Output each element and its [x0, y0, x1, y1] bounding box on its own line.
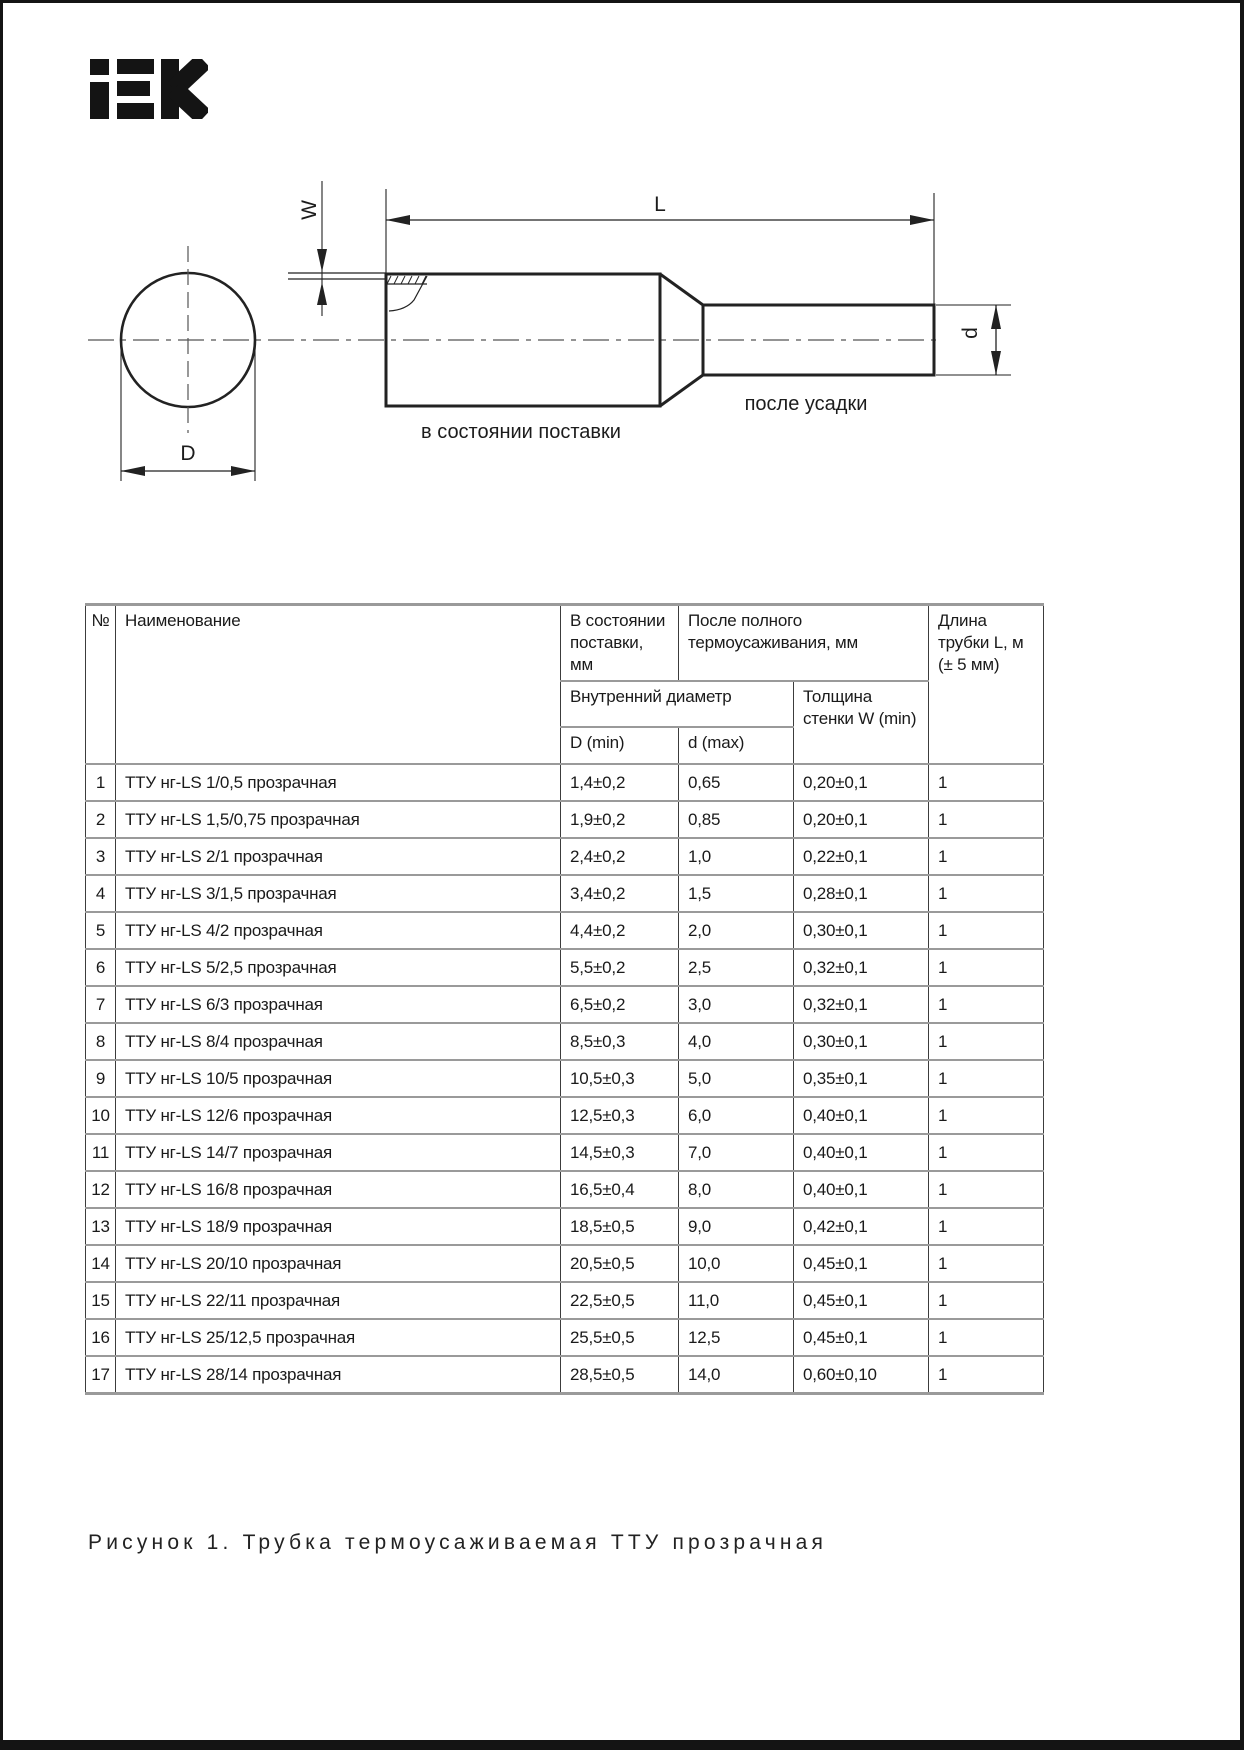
cell-num: 1 — [86, 764, 116, 801]
cell-length: 1 — [929, 1245, 1044, 1282]
cell-dmax: 2,0 — [679, 912, 794, 949]
header-num: № — [86, 605, 116, 765]
label-dim-W: W — [298, 200, 321, 220]
figure-caption: Рисунок 1. Трубка термоусаживаемая ТТУ прозрачная — [88, 1531, 828, 1554]
cell-name: ТТУ нг-LS 25/12,5 прозрачная — [116, 1319, 561, 1356]
cell-length: 1 — [929, 1097, 1044, 1134]
cell-name: ТТУ нг-LS 2/1 прозрачная — [116, 838, 561, 875]
cell-dmax: 0,85 — [679, 801, 794, 838]
cell-wall: 0,35±0,1 — [794, 1060, 929, 1097]
cell-length: 1 — [929, 1023, 1044, 1060]
cell-dmax: 3,0 — [679, 986, 794, 1023]
dimension-L — [386, 215, 934, 225]
cell-num: 4 — [86, 875, 116, 912]
cell-length: 1 — [929, 1356, 1044, 1394]
cell-wall: 0,30±0,1 — [794, 1023, 929, 1060]
label-after-shrink: после усадки — [744, 393, 868, 415]
label-supplied-state: в состоянии поставки — [421, 421, 621, 443]
cell-dmin: 10,5±0,3 — [561, 1060, 679, 1097]
cell-dmax: 6,0 — [679, 1097, 794, 1134]
cell-num: 15 — [86, 1282, 116, 1319]
cell-num: 2 — [86, 801, 116, 838]
cell-num: 13 — [86, 1208, 116, 1245]
cell-dmin: 8,5±0,3 — [561, 1023, 679, 1060]
table-row — [86, 1245, 1044, 1282]
table-row — [86, 1282, 1044, 1319]
table-row — [86, 912, 1044, 949]
cell-wall: 0,45±0,1 — [794, 1245, 929, 1282]
iek-logo — [90, 59, 208, 119]
cell-name: ТТУ нг-LS 8/4 прозрачная — [116, 1023, 561, 1060]
cell-name: ТТУ нг-LS 12/6 прозрачная — [116, 1097, 561, 1134]
iek-logo-letters — [90, 59, 204, 119]
cell-wall: 0,42±0,1 — [794, 1208, 929, 1245]
table-row — [86, 1134, 1044, 1171]
cell-num: 14 — [86, 1245, 116, 1282]
cell-dmin: 22,5±0,5 — [561, 1282, 679, 1319]
cell-length: 1 — [929, 801, 1044, 838]
spec-table — [85, 603, 1044, 1395]
dimension-D — [121, 466, 255, 476]
cell-num: 3 — [86, 838, 116, 875]
table-row — [86, 764, 1044, 801]
cell-dmin: 18,5±0,5 — [561, 1208, 679, 1245]
label-dim-D: D — [180, 442, 196, 465]
cell-num: 8 — [86, 1023, 116, 1060]
cell-dmax: 0,65 — [679, 764, 794, 801]
cell-wall: 0,32±0,1 — [794, 986, 929, 1023]
cell-name: ТТУ нг-LS 4/2 прозрачная — [116, 912, 561, 949]
cell-length: 1 — [929, 875, 1044, 912]
cell-wall: 0,20±0,1 — [794, 764, 929, 801]
cell-length: 1 — [929, 949, 1044, 986]
header-dmax: d (max) — [679, 727, 794, 764]
cell-length: 1 — [929, 764, 1044, 801]
cell-dmin: 25,5±0,5 — [561, 1319, 679, 1356]
header-after-shrink: После полного термоусаживания, мм — [679, 605, 929, 682]
cell-dmax: 1,5 — [679, 875, 794, 912]
cell-dmin: 14,5±0,3 — [561, 1134, 679, 1171]
cell-name: ТТУ нг-LS 1,5/0,75 прозрачная — [116, 801, 561, 838]
cell-name: ТТУ нг-LS 22/11 прозрачная — [116, 1282, 561, 1319]
table-body — [86, 764, 1044, 1394]
cell-dmax: 7,0 — [679, 1134, 794, 1171]
cell-dmax: 1,0 — [679, 838, 794, 875]
label-dim-d: d — [959, 327, 982, 339]
cell-wall: 0,45±0,1 — [794, 1282, 929, 1319]
dimension-d — [991, 305, 1001, 375]
cell-wall: 0,30±0,1 — [794, 912, 929, 949]
table-row — [86, 838, 1044, 875]
table-row — [86, 1171, 1044, 1208]
cell-length: 1 — [929, 1134, 1044, 1171]
spec-table-header — [86, 605, 1044, 765]
cell-dmax: 14,0 — [679, 1356, 794, 1394]
cell-name: ТТУ нг-LS 16/8 прозрачная — [116, 1171, 561, 1208]
table-row — [86, 801, 1044, 838]
cell-dmax: 12,5 — [679, 1319, 794, 1356]
cell-num: 10 — [86, 1097, 116, 1134]
header-length: Длина трубки L, м (± 5 мм) — [929, 605, 1044, 765]
cell-wall: 0,32±0,1 — [794, 949, 929, 986]
table-row — [86, 986, 1044, 1023]
table-row — [86, 1208, 1044, 1245]
cell-wall: 0,40±0,1 — [794, 1097, 929, 1134]
table-row — [86, 875, 1044, 912]
cell-length: 1 — [929, 912, 1044, 949]
cell-name: ТТУ нг-LS 28/14 прозрачная — [116, 1356, 561, 1394]
cell-wall: 0,40±0,1 — [794, 1134, 929, 1171]
cell-num: 7 — [86, 986, 116, 1023]
cell-num: 16 — [86, 1319, 116, 1356]
cell-length: 1 — [929, 1171, 1044, 1208]
cell-length: 1 — [929, 1319, 1044, 1356]
cell-num: 12 — [86, 1171, 116, 1208]
cell-dmax: 9,0 — [679, 1208, 794, 1245]
cell-length: 1 — [929, 1282, 1044, 1319]
table-row — [86, 949, 1044, 986]
cell-dmin: 4,4±0,2 — [561, 912, 679, 949]
cell-dmin: 12,5±0,3 — [561, 1097, 679, 1134]
cell-dmin: 1,4±0,2 — [561, 764, 679, 801]
header-supplied: В состоянии поставки, мм — [561, 605, 679, 682]
cell-num: 17 — [86, 1356, 116, 1394]
cell-dmin: 6,5±0,2 — [561, 986, 679, 1023]
cell-length: 1 — [929, 1208, 1044, 1245]
table-row — [86, 1356, 1044, 1394]
cell-name: ТТУ нг-LS 20/10 прозрачная — [116, 1245, 561, 1282]
cell-wall: 0,20±0,1 — [794, 801, 929, 838]
label-dim-L: L — [654, 193, 666, 216]
cell-dmin: 2,4±0,2 — [561, 838, 679, 875]
cell-wall: 0,45±0,1 — [794, 1319, 929, 1356]
header-name: Наименование — [116, 605, 561, 765]
cell-dmin: 1,9±0,2 — [561, 801, 679, 838]
cell-wall: 0,40±0,1 — [794, 1171, 929, 1208]
cell-dmax: 8,0 — [679, 1171, 794, 1208]
cell-num: 9 — [86, 1060, 116, 1097]
cell-name: ТТУ нг-LS 10/5 прозрачная — [116, 1060, 561, 1097]
cell-dmin: 16,5±0,4 — [561, 1171, 679, 1208]
table-row — [86, 1319, 1044, 1356]
cell-name: ТТУ нг-LS 3/1,5 прозрачная — [116, 875, 561, 912]
header-inner-diameter: Внутренний диаметр — [561, 681, 794, 727]
cell-name: ТТУ нг-LS 1/0,5 прозрачная — [116, 764, 561, 801]
table-row — [86, 1060, 1044, 1097]
header-dmin: D (min) — [561, 727, 679, 764]
cell-wall: 0,22±0,1 — [794, 838, 929, 875]
cell-wall: 0,60±0,10 — [794, 1356, 929, 1394]
cell-name: ТТУ нг-LS 5/2,5 прозрачная — [116, 949, 561, 986]
table-row — [86, 1023, 1044, 1060]
cell-dmax: 2,5 — [679, 949, 794, 986]
cell-num: 5 — [86, 912, 116, 949]
cell-name: ТТУ нг-LS 18/9 прозрачная — [116, 1208, 561, 1245]
cell-dmin: 28,5±0,5 — [561, 1356, 679, 1394]
cell-dmax: 5,0 — [679, 1060, 794, 1097]
cell-length: 1 — [929, 986, 1044, 1023]
cell-dmin: 5,5±0,2 — [561, 949, 679, 986]
cell-dmin: 3,4±0,2 — [561, 875, 679, 912]
cell-dmin: 20,5±0,5 — [561, 1245, 679, 1282]
cell-num: 6 — [86, 949, 116, 986]
cell-wall: 0,28±0,1 — [794, 875, 929, 912]
cell-name: ТТУ нг-LS 14/7 прозрачная — [116, 1134, 561, 1171]
page-bottom-rule — [3, 1740, 1240, 1750]
wall-cutaway-hatch — [387, 276, 427, 311]
cell-name: ТТУ нг-LS 6/3 прозрачная — [116, 986, 561, 1023]
heat-shrink-tube-drawing — [3, 133, 1244, 523]
cell-length: 1 — [929, 1060, 1044, 1097]
cell-length: 1 — [929, 838, 1044, 875]
cell-dmax: 11,0 — [679, 1282, 794, 1319]
header-wall-thickness: Толщина стенки W (min) — [794, 681, 929, 764]
cell-dmax: 10,0 — [679, 1245, 794, 1282]
table-row — [86, 1097, 1044, 1134]
cell-num: 11 — [86, 1134, 116, 1171]
cell-dmax: 4,0 — [679, 1023, 794, 1060]
